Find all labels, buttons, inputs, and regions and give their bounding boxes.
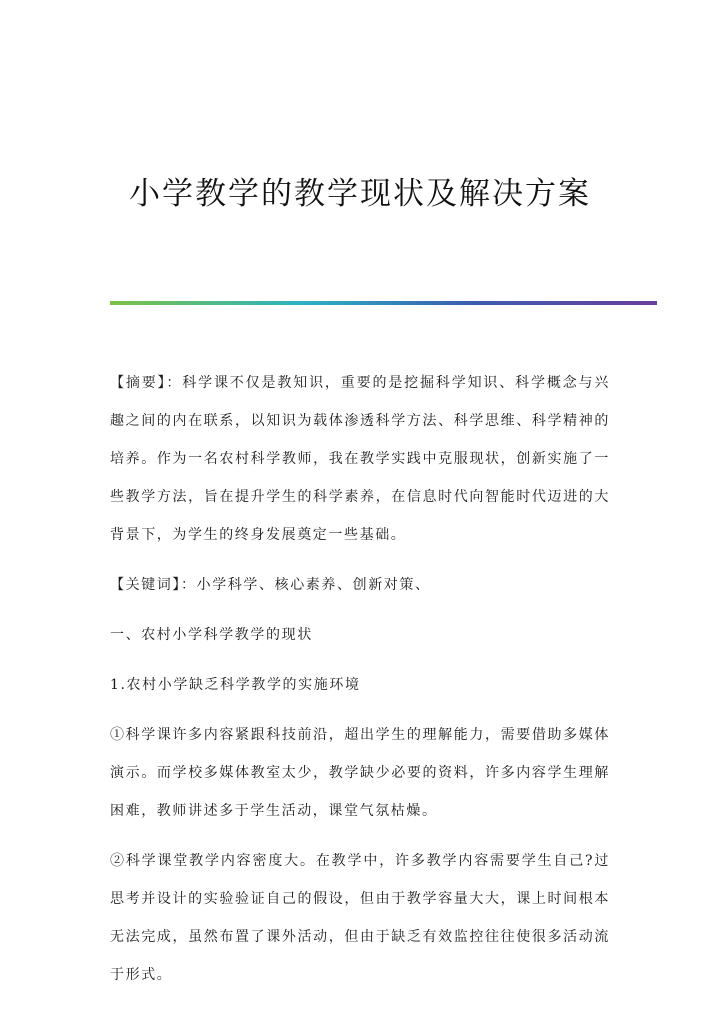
document-title: 小学教学的教学现状及解决方案: [129, 176, 591, 212]
body-paragraph-1: ①科学课许多内容紧跟科技前沿，超出学生的理解能力，需要借助多媒体演示。而学校多媒体教室太少，教学缺少必要的资料，许多内容学生理解困难，教师讲述多于学生活动，课堂气氛枯燥。: [110, 727, 610, 819]
document-body: [110, 364, 610, 1006]
section-heading-1: 一、农村小学科学教学的现状: [110, 627, 313, 643]
abstract-paragraph: 【摘要】：科学课不仅是教知识，重要的是挖掘科学知识、科学概念与兴趣之间的内在联系，以知识为载体渗透科学方法、科学思维、科学精神的培养。作为一名农村科学教师，我在教学实践中克服现状，创新实施了一些教学方法，旨在提升学生的科学素养，在信息时代向智能时代迈进的大背景下，为学生的终身发展奠定一些基础。: [110, 375, 610, 543]
keywords-paragraph: 【关键词】：小学科学、核心素养、创新对策、: [110, 577, 431, 593]
body-paragraph-2: ②科学课堂教学内容密度大。在教学中，许多教学内容需要学生自己?过思考并设计的实验验证自己的假设，但由于教学容量大大，课上时间根本无法完成，虽然布置了课外活动，但由于缺乏有效监控往往使很多活动流于形式。: [110, 853, 610, 983]
subsection-heading-1: 1.农村小学缺乏科学教学的实施环境: [110, 677, 361, 693]
title-divider: [110, 301, 657, 305]
